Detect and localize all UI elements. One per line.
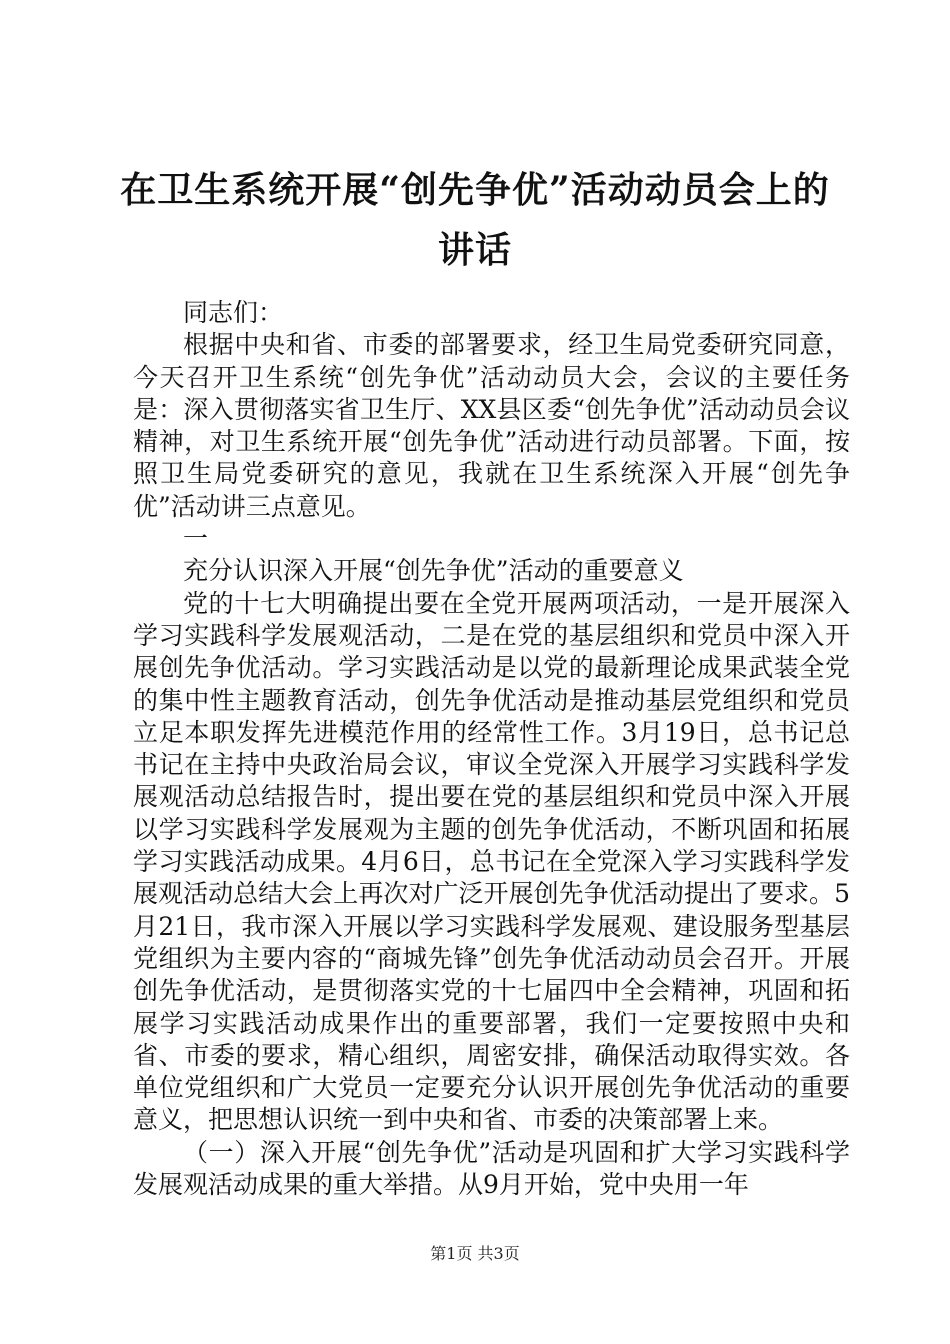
intro-paragraph: 根据中央和省、市委的部署要求，经卫生局党委研究同意，今天召开卫生系统“创先争优”活动动员大会，会议的主要任务是：深入贯彻落实省卫生厅、XX县区委“创先争优”活动动员会议精神，对卫生系统开展“创先争优”活动进行动员部署。下面，按照卫生局党委研究的意见，我就在卫生系统深入开展“创先争优”活动讲三点意见。: [133, 330, 850, 521]
section-number: 一: [183, 524, 209, 554]
section-heading: 充分认识深入开展“创先争优”活动的重要意义: [183, 556, 684, 586]
document-title: 在卫生系统开展“创先争优”活动动员会上的讲话: [120, 169, 830, 271]
salutation: 同志们：: [183, 298, 284, 327]
subsection-paragraph: （一）深入开展“创先争优”活动是巩固和扩大学习实践科学发展观活动成果的重大举措。从9月开始，党中央用一年: [133, 1137, 850, 1200]
document-body: [133, 297, 850, 1201]
body-paragraph: 党的十七大明确提出要在全党开展两项活动，一是开展深入学习实践科学发展观活动，二是在党的基层组织和党员中深入开展创先争优活动。学习实践活动是以党的最新理论成果武装全党的集中性主题教育活动，创先争优活动是推动基层党组织和党员立足本职发挥先进模范作用的经常性工作。3月19日，总书记总书记在主持中央政治局会议，审议全党深入开展学习实践科学发展观活动总结报告时，提出要在党的基层组织和党员中深入开展以学习实践科学发展观为主题的创先争优活动，不断巩固和拓展学习实践活动成果。4月6日，总书记在全党深入学习实践科学发展观活动总结大会上再次对广泛开展创先争优活动提出了要求。5月21日，我市深入开展以学习实践科学发展观、建设服务型基层党组织为主要内容的“商城先锋”创先争优活动动员会召开。开展创先争优活动，是贯彻落实党的十七届四中全会精神，巩固和拓展学习实践活动成果作出的重要部署，我们一定要按照中央和省、市委的要求，精心组织，周密安排，确保活动取得实效。各单位党组织和广大党员一定要充分认识开展创先争优活动的重要意义，把思想认识统一到中央和省、市委的决策部署上来。: [133, 588, 850, 1135]
page-footer: 第1页 共3页: [430, 1244, 520, 1263]
